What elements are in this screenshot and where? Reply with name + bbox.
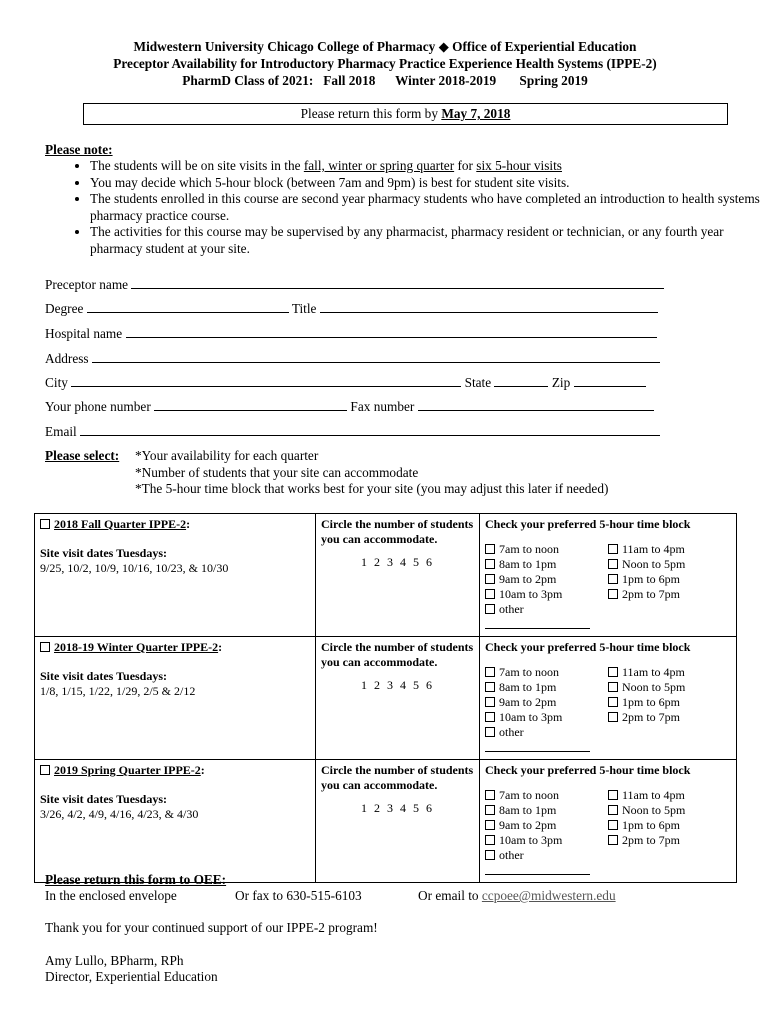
notes-title: Please note: [45,142,113,157]
director-role: Director, Experiential Education [45,969,218,984]
return-by-box [83,103,728,125]
checkbox-icon[interactable] [608,682,618,692]
checkbox-icon[interactable] [608,574,618,584]
time-slot-option[interactable]: 8am to 1pm [485,803,608,818]
city-state-zip-field[interactable] [45,374,646,392]
time-slot-option[interactable]: 11am to 4pm [608,788,718,803]
select-item: *Number of students that your site can accommodate [135,464,419,480]
winter-quarter-checkbox[interactable] [40,642,50,652]
signature-block [45,953,218,985]
hospital-name-field[interactable] [45,325,657,343]
time-slot-option[interactable]: 7am to noon [485,788,608,803]
please-select [45,448,608,498]
hospital-name-label: Hospital name [45,326,123,341]
time-slot-option[interactable]: 1pm to 6pm [608,572,718,587]
checkbox-icon[interactable] [485,544,495,554]
quarter-title: 2019 Spring Quarter IPPE-2 [54,763,201,777]
time-slot-other[interactable]: other [485,848,608,879]
email-prefix: Or email to [418,888,482,903]
time-slot-option[interactable]: 9am to 2pm [485,572,608,587]
time-slot-option[interactable]: 9am to 2pm [485,818,608,833]
checkbox-icon[interactable] [485,589,495,599]
checkbox-icon[interactable] [485,727,495,737]
return-methods [45,888,616,904]
email-label: Email [45,424,77,439]
checkbox-icon[interactable] [485,604,495,614]
checkbox-icon[interactable] [608,544,618,554]
note-item: • The activities for this course may be supervised by any pharmacist, pharmacy resident or technician, or any fourth year pharmacy student at your site. [90,224,770,257]
time-slot-option[interactable]: 8am to 1pm [485,680,608,695]
time-slots [485,665,731,756]
hospital-name-line[interactable] [126,325,657,338]
checkbox-icon[interactable] [608,790,618,800]
time-slot-option[interactable]: Noon to 5pm [608,557,718,572]
title-line[interactable] [320,300,658,313]
checkbox-icon[interactable] [485,835,495,845]
pref-label: Check your preferred 5-hour time block [485,640,691,654]
select-items [135,448,608,498]
diamond-icon: ◆ [438,39,449,54]
checkbox-icon[interactable] [485,790,495,800]
thanks-text: Thank you for your continued support of our IPPE-2 program! [45,920,378,935]
degree-title-field[interactable] [45,300,658,318]
email-link[interactable]: ccpoee@midwestern.edu [481,888,616,903]
quarter-row-winter: 2018-19 Winter Quarter IPPE-2: Site visit dates Tuesdays: 1/8, 1/15, 1/22, 1/29, 2/5 & 2/12 Circle the number of students you can accommodate. 1 2 3 4 5 6 Check your preferred 5-hour time block 7am to noon 11am to 4pm 8am to 1pm Noon to 5pm 9am to 2pm 1pm to 6pm 10am to 3pm 2pm to 7pm other [35,637,737,760]
time-slot-option[interactable]: 10am to 3pm [485,710,608,725]
note-item: • You may decide which 5-hour block (between 7am and 9pm) is best for student site visits. [90,175,770,192]
dates-label: Site visit dates Tuesdays: [40,792,168,806]
preceptor-name-label: Preceptor name [45,277,129,292]
time-slot-option[interactable]: 9am to 2pm [485,695,608,710]
fax-text: Or fax to 630-515-6103 [235,888,362,903]
time-slot-other[interactable]: other [485,725,608,756]
time-slot-option[interactable]: 1pm to 6pm [608,818,718,833]
time-slot-option[interactable]: Noon to 5pm [608,803,718,818]
checkbox-icon[interactable] [608,589,618,599]
time-slot-option[interactable]: 11am to 4pm [608,542,718,557]
college-name: Midwestern University Chicago College of Pharmacy [133,39,436,54]
time-slot-option[interactable]: 1pm to 6pm [608,695,718,710]
quarters-table [34,513,737,883]
title-label: Title [291,301,317,316]
circle-label: Circle the number of students you can accommodate. [321,640,474,669]
student-numbers[interactable]: 1 2 3 4 5 6 [361,555,434,569]
checkbox-icon[interactable] [485,574,495,584]
checkbox-icon[interactable] [485,559,495,569]
checkbox-icon[interactable] [485,682,495,692]
checkbox-icon[interactable] [485,697,495,707]
quarter-row-fall: 2018 Fall Quarter IPPE-2: Site visit dates Tuesdays: 9/25, 10/2, 10/9, 10/16, 10/23, & 10/30 Circle the number of students you can accommodate. 1 2 3 4 5 6 Check your preferred 5-hour time block 7am to noon 11am to 4pm 8am to 1pm Noon to 5pm 9am to 2pm 1pm to 6pm 10am to 3pm 2pm to 7pm other [35,514,737,637]
quarter-title: 2018-19 Winter Quarter IPPE-2 [54,640,219,654]
student-numbers[interactable]: 1 2 3 4 5 6 [361,678,434,692]
checkbox-icon[interactable] [608,712,618,722]
address-field[interactable] [45,350,660,368]
checkbox-icon[interactable] [608,559,618,569]
dates-label: Site visit dates Tuesdays: [40,546,168,560]
checkbox-icon[interactable] [485,712,495,722]
time-slot-option[interactable]: 2pm to 7pm [608,710,718,725]
time-slot-option[interactable]: 8am to 1pm [485,557,608,572]
checkbox-icon[interactable] [608,667,618,677]
time-slot-option[interactable]: 11am to 4pm [608,665,718,680]
time-slot-option[interactable]: 10am to 3pm [485,587,608,602]
pref-label: Check your preferred 5-hour time block [485,517,691,531]
phone-fax-field[interactable] [45,398,654,416]
select-item: *The 5-hour time block that works best for your site (you may adjust this later if needed) [135,481,609,496]
time-slot-option[interactable]: 2pm to 7pm [608,587,718,602]
return-title: Please return this form to OEE: [45,872,227,887]
office-name: Office of Experiential Education [452,39,637,54]
checkbox-icon[interactable] [485,820,495,830]
circle-label: Circle the number of students you can accommodate. [321,763,474,792]
fall-quarter-checkbox[interactable] [40,519,50,529]
note-item: • The students enrolled in this course are second year pharmacy students who have completed an introduction to health systems pharmacy practice course. [90,191,770,224]
dates-label: Site visit dates Tuesdays: [40,669,168,683]
email-field[interactable] [45,423,660,441]
checkbox-icon[interactable] [485,850,495,860]
preceptor-name-field[interactable] [45,276,664,294]
dates-value: 9/25, 10/2, 10/9, 10/16, 10/23, & 10/30 [40,561,229,575]
checkbox-icon[interactable] [608,697,618,707]
time-slots [485,542,731,633]
phone-label: Your phone number [45,399,151,414]
fax-line[interactable] [418,398,654,411]
director-name: Amy Lullo, BPharm, RPh [45,953,184,968]
student-numbers[interactable]: 1 2 3 4 5 6 [361,801,434,815]
checkbox-icon[interactable] [608,820,618,830]
checkbox-icon[interactable] [608,835,618,845]
pref-label: Check your preferred 5-hour time block [485,763,691,777]
city-label: City [45,375,68,390]
dates-value: 3/26, 4/2, 4/9, 4/16, 4/23, & 4/30 [40,807,199,821]
checkbox-icon[interactable] [485,667,495,677]
select-label: Please select: [45,448,120,463]
time-slots [485,788,731,879]
quarter-row-spring: 2019 Spring Quarter IPPE-2: Site visit dates Tuesdays: 3/26, 4/2, 4/9, 4/16, 4/23, & 4/30 Circle the number of students you can accommodate. 1 2 3 4 5 6 Check your preferred 5-hour time block 7am to noon 11am to 4pm 8am to 1pm Noon to 5pm 9am to 2pm 1pm to 6pm 10am to 3pm 2pm to 7pm other [35,760,737,883]
circle-label: Circle the number of students you can accommodate. [321,517,474,546]
time-slot-option[interactable]: Noon to 5pm [608,680,718,695]
time-slot-option[interactable]: 2pm to 7pm [608,833,718,848]
zip-label: Zip [551,375,571,390]
time-slot-option[interactable]: 7am to noon [485,542,608,557]
degree-label: Degree [45,301,84,316]
time-slot-other[interactable]: other [485,602,608,633]
time-slot-option[interactable]: 7am to noon [485,665,608,680]
dates-value: 1/8, 1/15, 1/22, 1/29, 2/5 & 2/12 [40,684,196,698]
return-by-date: May 7, 2018 [441,106,511,121]
preceptor-name-line[interactable] [131,276,664,289]
state-label: State [464,375,492,390]
header-line-3: PharmD Class of 2021: Fall 2018 Winter 2018-2019 Spring 2019 [182,73,588,88]
degree-line[interactable] [87,300,289,313]
notes-list [45,158,770,258]
state-line[interactable] [494,374,548,387]
quarter-title: 2018 Fall Quarter IPPE-2 [54,517,187,531]
checkbox-icon[interactable] [608,805,618,815]
time-slot-option[interactable]: 10am to 3pm [485,833,608,848]
return-by-text: Please return this form by [300,106,438,121]
fax-label: Fax number [350,399,415,414]
header-line-1 [0,38,770,55]
select-item: *Your availability for each quarter [135,448,319,463]
checkbox-icon[interactable] [485,805,495,815]
spring-quarter-checkbox[interactable] [40,765,50,775]
header-line-2: Preceptor Availability for Introductory Pharmacy Practice Experience Health Systems (IPPE-2) [113,56,657,71]
note-item: • The students will be on site visits in the fall, winter or spring quarter for six 5-hour visits [90,158,770,175]
city-line[interactable] [71,374,461,387]
email-line[interactable] [80,423,660,436]
address-label: Address [45,351,89,366]
envelope-text: In the enclosed envelope [45,888,177,903]
zip-line[interactable] [574,374,646,387]
return-section [45,872,616,904]
phone-line[interactable] [154,398,347,411]
address-line[interactable] [92,350,660,363]
